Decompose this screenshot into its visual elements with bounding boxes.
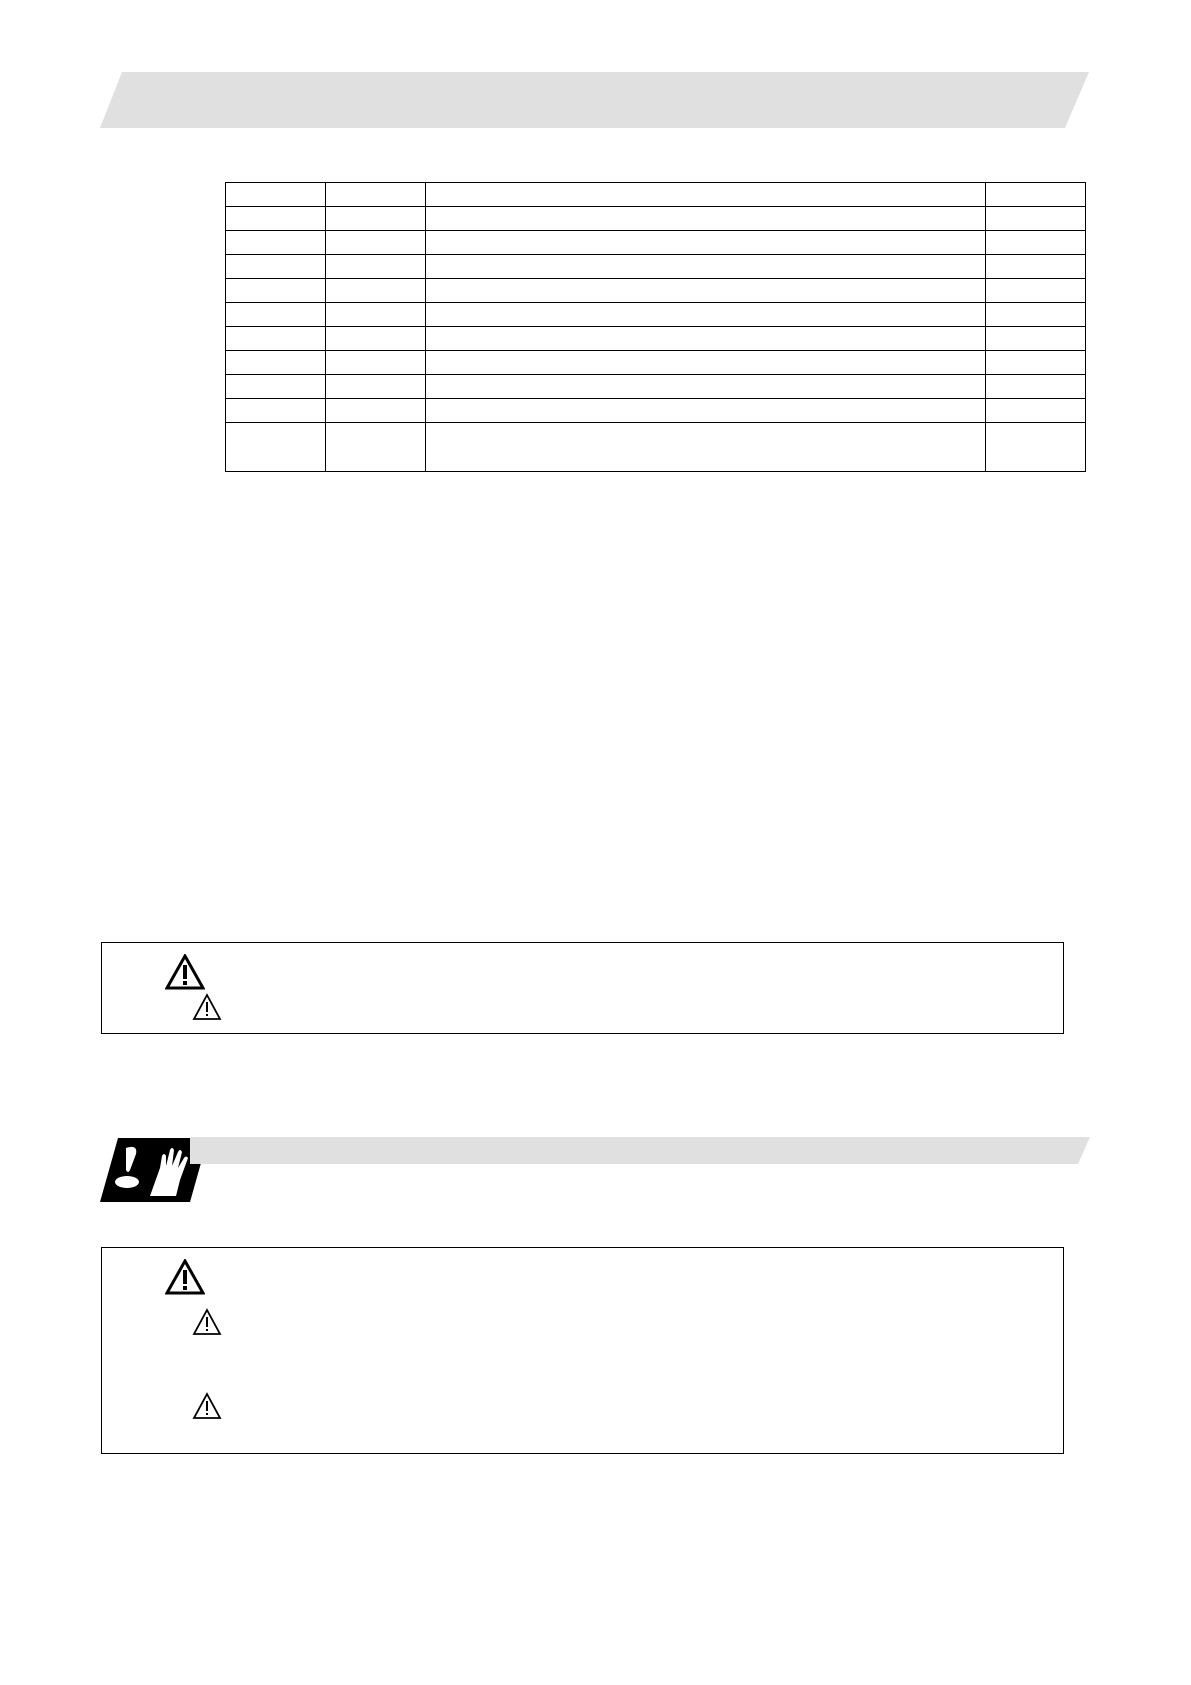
table-cell xyxy=(226,183,326,207)
caution-triangle-icon xyxy=(165,954,205,990)
table-cell xyxy=(326,255,426,279)
table-cell xyxy=(226,327,326,351)
table-cell xyxy=(986,183,1086,207)
table-cell xyxy=(426,303,986,327)
caution-triangle-icon xyxy=(192,1308,222,1336)
table-cell xyxy=(326,399,426,423)
table-cell xyxy=(326,375,426,399)
table-cell xyxy=(226,231,326,255)
caution-triangle-icon xyxy=(165,1259,205,1295)
table-cell xyxy=(986,423,1086,472)
table-cell xyxy=(426,231,986,255)
table-cell xyxy=(226,351,326,375)
table-row xyxy=(226,351,1086,375)
table-cell xyxy=(986,351,1086,375)
table-cell xyxy=(326,183,426,207)
table-cell xyxy=(226,255,326,279)
table-cell xyxy=(426,207,986,231)
table-cell xyxy=(226,279,326,303)
table-cell xyxy=(986,375,1086,399)
spec-table xyxy=(225,182,1086,472)
table-cell xyxy=(426,423,986,472)
table-row xyxy=(226,399,1086,423)
precautions-heading-bar xyxy=(190,1137,1090,1164)
table-row xyxy=(226,279,1086,303)
table-cell xyxy=(326,231,426,255)
caution-box xyxy=(101,942,1064,1034)
table-row xyxy=(226,255,1086,279)
caution-triangle-icon xyxy=(192,1392,222,1420)
table-cell xyxy=(226,423,326,472)
table-cell xyxy=(226,375,326,399)
table-cell xyxy=(986,255,1086,279)
table-row xyxy=(226,423,1086,472)
table-cell xyxy=(426,183,986,207)
table-cell xyxy=(426,351,986,375)
table-row xyxy=(226,303,1086,327)
table-cell xyxy=(326,279,426,303)
table-cell xyxy=(986,303,1086,327)
table-cell xyxy=(326,327,426,351)
table-cell xyxy=(326,423,426,472)
table-row xyxy=(226,327,1086,351)
table-cell xyxy=(426,327,986,351)
table-cell xyxy=(226,399,326,423)
table-cell xyxy=(986,399,1086,423)
table-cell xyxy=(326,303,426,327)
table-cell xyxy=(986,231,1086,255)
table-cell xyxy=(426,375,986,399)
table-cell xyxy=(426,399,986,423)
table-cell xyxy=(326,207,426,231)
table-cell xyxy=(426,279,986,303)
caution-box xyxy=(101,1247,1064,1454)
table-cell xyxy=(326,351,426,375)
table-cell xyxy=(426,255,986,279)
table-row xyxy=(226,231,1086,255)
caution-triangle-icon xyxy=(192,993,222,1021)
table-cell xyxy=(986,207,1086,231)
table-cell xyxy=(226,207,326,231)
table-row xyxy=(226,207,1086,231)
table-cell xyxy=(986,327,1086,351)
table-cell xyxy=(226,303,326,327)
table-cell xyxy=(986,279,1086,303)
table-row xyxy=(226,183,1086,207)
table-row xyxy=(226,375,1086,399)
title-banner xyxy=(100,72,1089,128)
